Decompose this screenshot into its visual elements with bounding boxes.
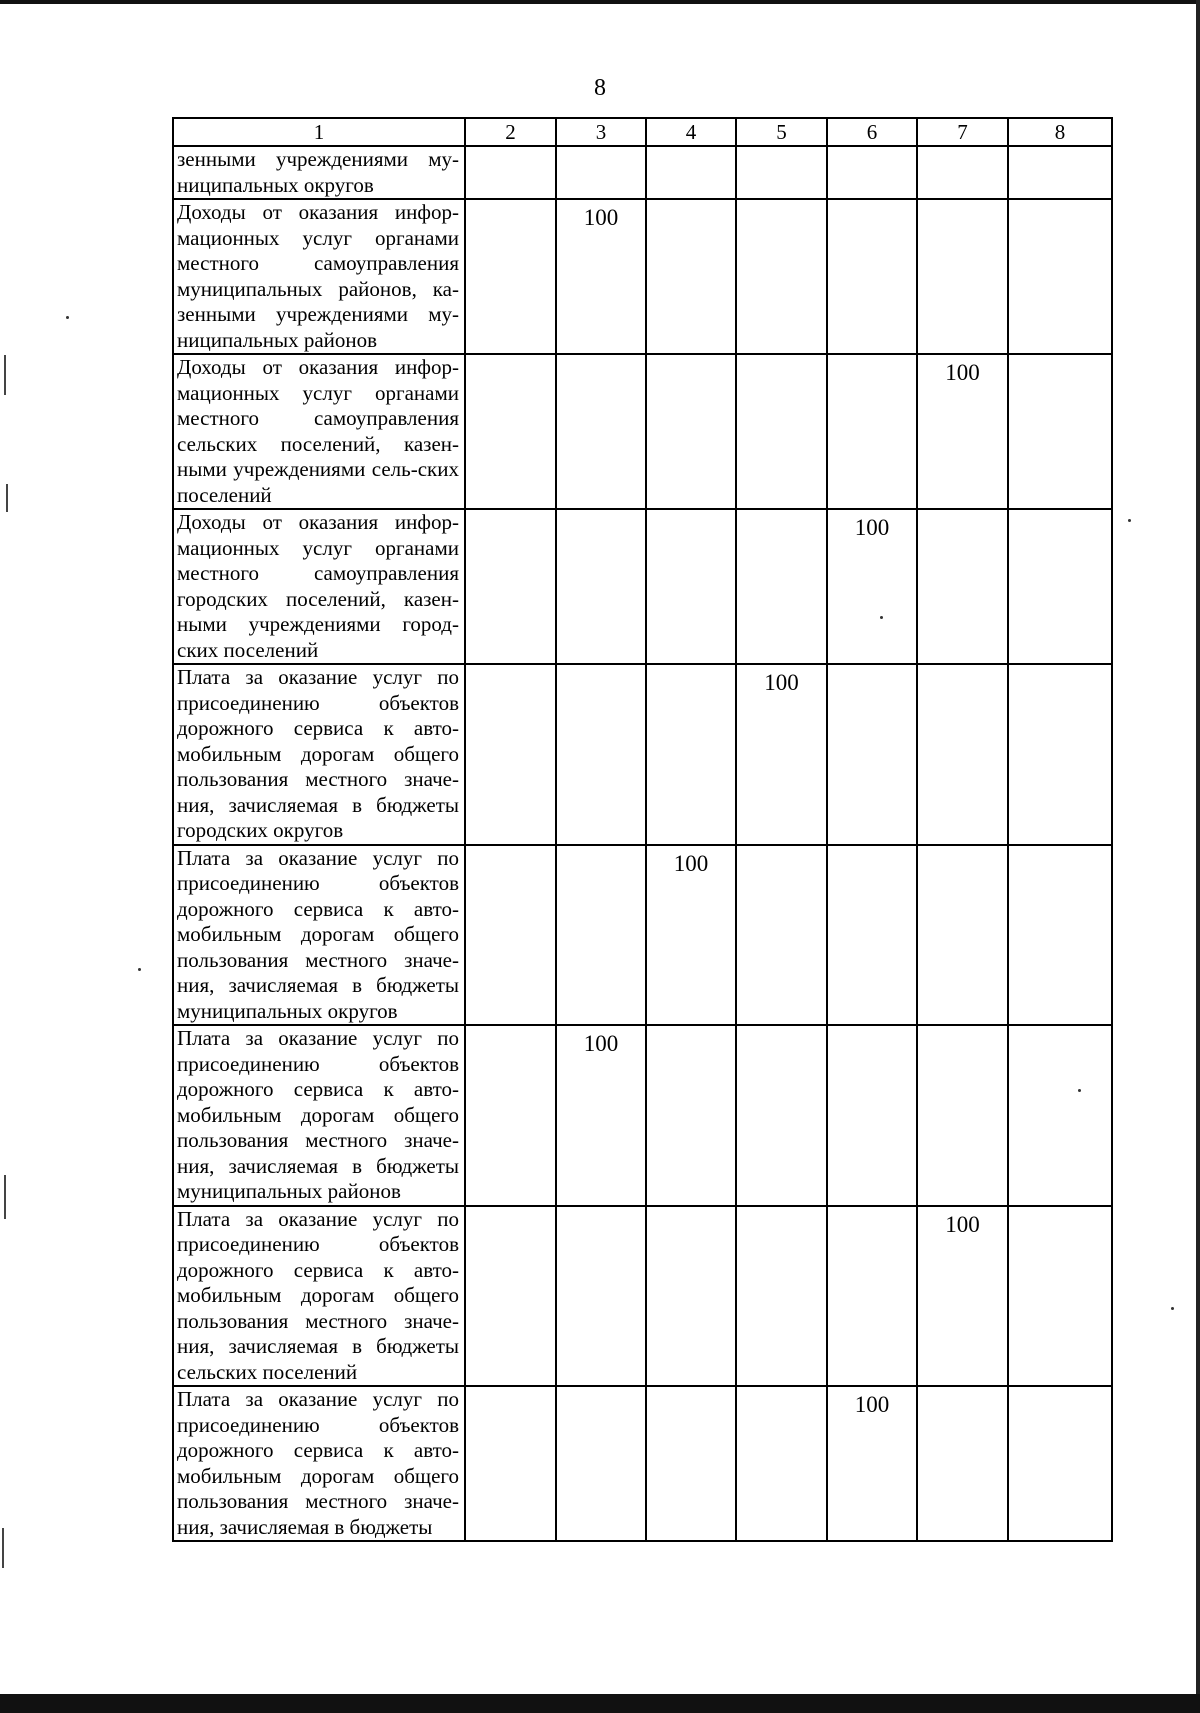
scan-speck: [880, 616, 883, 619]
empty-cell: [465, 664, 556, 845]
empty-cell: [917, 1025, 1008, 1206]
column-header-4: 4: [646, 118, 736, 146]
empty-cell: [646, 1386, 736, 1541]
empty-cell: [827, 845, 917, 1026]
table-row: [173, 354, 1112, 509]
empty-cell: [556, 1386, 646, 1541]
empty-cell: [646, 146, 736, 199]
row-description: Плата за оказание услуг по присоединению объектов дорожного сервиса к авто-мобильным дорогам общего пользования местного значе-ния, зачисляемая в бюджеты городских округов: [173, 664, 465, 845]
empty-cell: [917, 199, 1008, 354]
empty-cell: [465, 1386, 556, 1541]
share-value: 100: [827, 1386, 917, 1541]
empty-cell: [646, 664, 736, 845]
empty-cell: [1008, 1206, 1112, 1387]
row-description: Доходы от оказания инфор-мационных услуг органами местного самоуправления муниципальных районов, ка-зенными учреждениями му-ниципальных районов: [173, 199, 465, 354]
column-header-1: 1: [173, 118, 465, 146]
table-row: [173, 146, 1112, 199]
empty-cell: [556, 664, 646, 845]
row-description: Доходы от оказания инфор-мационных услуг органами местного самоуправления сельских поселений, казен-ными учреждениями сель-ских поселений: [173, 354, 465, 509]
row-description: зенными учреждениями му-ниципальных округов: [173, 146, 465, 199]
empty-cell: [465, 509, 556, 664]
table-body: [173, 146, 1112, 1541]
row-description: Доходы от оказания инфор-мационных услуг органами местного самоуправления городских поселений, казен-ными учреждениями город-ских поселений: [173, 509, 465, 664]
scan-mark: [2, 1528, 4, 1568]
empty-cell: [827, 199, 917, 354]
empty-cell: [827, 664, 917, 845]
empty-cell: [465, 146, 556, 199]
empty-cell: [646, 509, 736, 664]
table-row: [173, 199, 1112, 354]
table-row: [173, 509, 1112, 664]
column-number-row: [173, 118, 1112, 146]
empty-cell: [917, 664, 1008, 845]
share-value: 100: [556, 1025, 646, 1206]
share-value: 100: [917, 354, 1008, 509]
empty-cell: [736, 146, 827, 199]
empty-cell: [827, 1025, 917, 1206]
empty-cell: [736, 509, 827, 664]
table-row: [173, 1025, 1112, 1206]
column-header-3: 3: [556, 118, 646, 146]
scan-speck: [1171, 1307, 1174, 1310]
empty-cell: [465, 199, 556, 354]
scan-mark: [6, 484, 8, 512]
empty-cell: [1008, 1386, 1112, 1541]
empty-cell: [646, 1025, 736, 1206]
empty-cell: [465, 354, 556, 509]
column-header-7: 7: [917, 118, 1008, 146]
table-row: [173, 1386, 1112, 1541]
empty-cell: [556, 845, 646, 1026]
empty-cell: [556, 354, 646, 509]
empty-cell: [736, 1386, 827, 1541]
empty-cell: [827, 354, 917, 509]
empty-cell: [646, 199, 736, 354]
scan-speck: [138, 968, 141, 971]
empty-cell: [917, 1386, 1008, 1541]
row-description: Плата за оказание услуг по присоединению объектов дорожного сервиса к авто-мобильным дорогам общего пользования местного значе-ния, зачисляемая в бюджеты: [173, 1386, 465, 1541]
column-header-6: 6: [827, 118, 917, 146]
row-description: Плата за оказание услуг по присоединению объектов дорожного сервиса к авто-мобильным дорогам общего пользования местного значе-ния, зачисляемая в бюджеты муниципальных районов: [173, 1025, 465, 1206]
column-header-8: 8: [1008, 118, 1112, 146]
page-number: 8: [594, 75, 606, 101]
scan-mark: [4, 1175, 6, 1219]
scan-border-bottom: [0, 1694, 1200, 1713]
empty-cell: [1008, 354, 1112, 509]
share-value: 100: [646, 845, 736, 1026]
empty-cell: [736, 845, 827, 1026]
empty-cell: [917, 509, 1008, 664]
empty-cell: [1008, 664, 1112, 845]
column-header-5: 5: [736, 118, 827, 146]
empty-cell: [465, 1206, 556, 1387]
empty-cell: [465, 845, 556, 1026]
empty-cell: [556, 146, 646, 199]
empty-cell: [736, 1206, 827, 1387]
empty-cell: [465, 1025, 556, 1206]
share-value: 100: [827, 509, 917, 664]
scan-border-right: [1196, 0, 1200, 1713]
scan-mark: [4, 355, 6, 395]
scan-speck: [1128, 519, 1131, 522]
table-row: [173, 1206, 1112, 1387]
empty-cell: [556, 509, 646, 664]
empty-cell: [736, 199, 827, 354]
scan-border-top: [0, 0, 1200, 4]
revenue-distribution-table: [172, 117, 1113, 1542]
share-value: 100: [736, 664, 827, 845]
empty-cell: [1008, 1025, 1112, 1206]
empty-cell: [646, 1206, 736, 1387]
empty-cell: [1008, 146, 1112, 199]
empty-cell: [1008, 845, 1112, 1026]
empty-cell: [827, 1206, 917, 1387]
empty-cell: [736, 1025, 827, 1206]
empty-cell: [556, 1206, 646, 1387]
empty-cell: [646, 354, 736, 509]
table-row: [173, 664, 1112, 845]
empty-cell: [827, 146, 917, 199]
scan-speck: [1078, 1089, 1081, 1092]
row-description: Плата за оказание услуг по присоединению объектов дорожного сервиса к авто-мобильным дорогам общего пользования местного значе-ния, зачисляемая в бюджеты муниципальных округов: [173, 845, 465, 1026]
empty-cell: [917, 845, 1008, 1026]
share-value: 100: [917, 1206, 1008, 1387]
scan-speck: [66, 316, 69, 319]
empty-cell: [1008, 509, 1112, 664]
row-description: Плата за оказание услуг по присоединению объектов дорожного сервиса к авто-мобильным дорогам общего пользования местного значе-ния, зачисляемая в бюджеты сельских поселений: [173, 1206, 465, 1387]
empty-cell: [917, 146, 1008, 199]
empty-cell: [1008, 199, 1112, 354]
empty-cell: [736, 354, 827, 509]
share-value: 100: [556, 199, 646, 354]
column-header-2: 2: [465, 118, 556, 146]
table-row: [173, 845, 1112, 1026]
